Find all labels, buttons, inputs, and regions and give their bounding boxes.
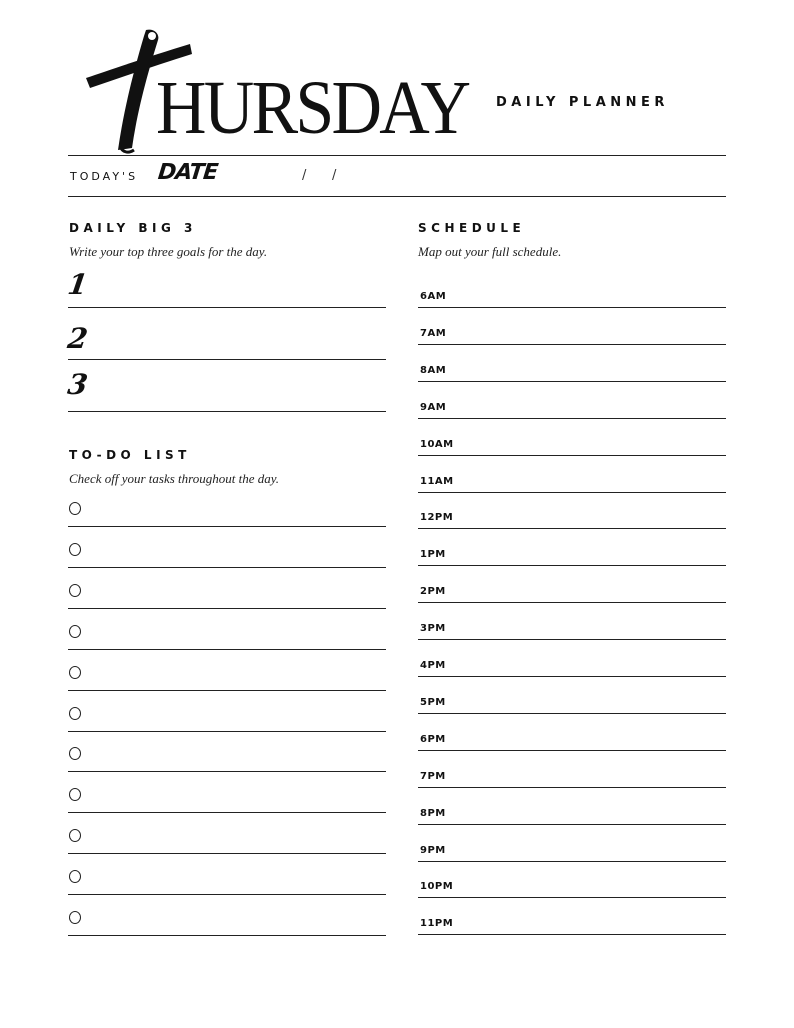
schedule-slot[interactable]	[418, 382, 726, 419]
schedule-slot[interactable]	[418, 861, 726, 898]
todo-item[interactable]	[68, 895, 386, 936]
checkbox-circle-icon[interactable]	[69, 870, 81, 883]
writing-line	[418, 934, 726, 935]
time-label: 9PM	[420, 844, 446, 856]
schedule-slot[interactable]	[418, 640, 726, 677]
todo-item[interactable]	[68, 650, 386, 691]
checkbox-circle-icon[interactable]	[69, 829, 81, 842]
checkbox-circle-icon[interactable]	[69, 502, 81, 515]
time-label: 4PM	[420, 660, 446, 671]
big3-instructions: Write your top three goals for the day.	[69, 244, 268, 259]
date-script-label: DATE	[156, 160, 219, 185]
time-label: 10AM	[420, 438, 454, 450]
schedule-slot[interactable]	[418, 603, 726, 640]
schedule-slot[interactable]	[418, 566, 726, 603]
todo-item[interactable]	[68, 609, 386, 650]
writing-line	[68, 935, 386, 936]
time-label: 5PM	[420, 696, 446, 708]
schedule-slot[interactable]	[418, 788, 726, 825]
time-label: 10PM	[420, 881, 454, 893]
title-text: HURSDAY	[156, 66, 469, 150]
todo-item[interactable]	[68, 568, 386, 609]
todo-item[interactable]	[68, 691, 386, 732]
checkbox-circle-icon[interactable]	[69, 911, 81, 924]
schedule-slot[interactable]	[418, 419, 726, 456]
big3-heading: DAILY BIG 3	[69, 221, 197, 235]
date-separator: /	[332, 168, 337, 183]
schedule-slot[interactable]	[418, 677, 726, 714]
schedule-slot[interactable]	[418, 271, 726, 308]
planner-subtitle: DAILY PLANNER	[496, 95, 669, 110]
goal-number: 1	[65, 268, 90, 301]
planner-title	[80, 26, 500, 150]
time-label: 6AM	[420, 291, 447, 302]
schedule-instructions: Map out your full schedule.	[418, 244, 562, 259]
schedule-slot[interactable]	[418, 898, 726, 935]
todo-instructions: Check off your tasks throughout the day.	[69, 471, 280, 486]
todo-item[interactable]	[68, 731, 386, 772]
time-label: 11PM	[420, 918, 454, 930]
goal-3-field[interactable]	[65, 360, 386, 412]
date-separator: /	[302, 168, 307, 183]
time-label: 1PM	[420, 549, 446, 561]
schedule-slot[interactable]	[418, 492, 726, 529]
divider-bottom	[68, 196, 726, 197]
schedule-heading: SCHEDULE	[418, 221, 526, 235]
todo-item[interactable]	[68, 527, 386, 568]
time-label: 8PM	[420, 807, 446, 819]
time-label: 8AM	[420, 364, 447, 376]
time-label: 9AM	[420, 401, 447, 413]
schedule-slot[interactable]	[418, 751, 726, 788]
goal-1-field[interactable]	[65, 256, 386, 308]
writing-line	[68, 411, 386, 412]
schedule-slot[interactable]	[418, 529, 726, 566]
checkbox-circle-icon[interactable]	[69, 707, 81, 720]
checkbox-circle-icon[interactable]	[69, 788, 81, 801]
checkbox-circle-icon[interactable]	[69, 747, 81, 760]
time-label: 3PM	[420, 623, 446, 635]
schedule-slot[interactable]	[418, 345, 726, 382]
checkbox-circle-icon[interactable]	[69, 584, 81, 597]
schedule-slot[interactable]	[418, 308, 726, 345]
schedule-slot[interactable]	[418, 825, 726, 862]
divider-top	[68, 155, 726, 156]
todo-item[interactable]	[68, 772, 386, 813]
checkbox-circle-icon[interactable]	[69, 625, 81, 638]
time-label: 6PM	[420, 733, 446, 745]
goal-2-field[interactable]	[65, 308, 386, 360]
schedule-slot[interactable]	[418, 714, 726, 751]
date-field[interactable]	[70, 160, 726, 190]
todo-item[interactable]	[68, 854, 386, 895]
checkbox-circle-icon[interactable]	[69, 666, 81, 679]
date-label: TODAY'S	[70, 170, 139, 183]
time-label: 11AM	[420, 475, 454, 487]
goal-number: 3	[65, 368, 90, 401]
todo-heading: TO-DO LIST	[69, 448, 191, 462]
todo-item[interactable]	[68, 813, 386, 854]
time-label: 12PM	[420, 512, 454, 524]
todo-item[interactable]	[68, 486, 386, 527]
time-label: 2PM	[420, 586, 446, 598]
goal-number: 2	[65, 322, 90, 355]
checkbox-circle-icon[interactable]	[69, 543, 81, 556]
time-label: 7PM	[420, 770, 446, 782]
time-label: 7AM	[420, 327, 447, 339]
schedule-slot[interactable]	[418, 456, 726, 493]
